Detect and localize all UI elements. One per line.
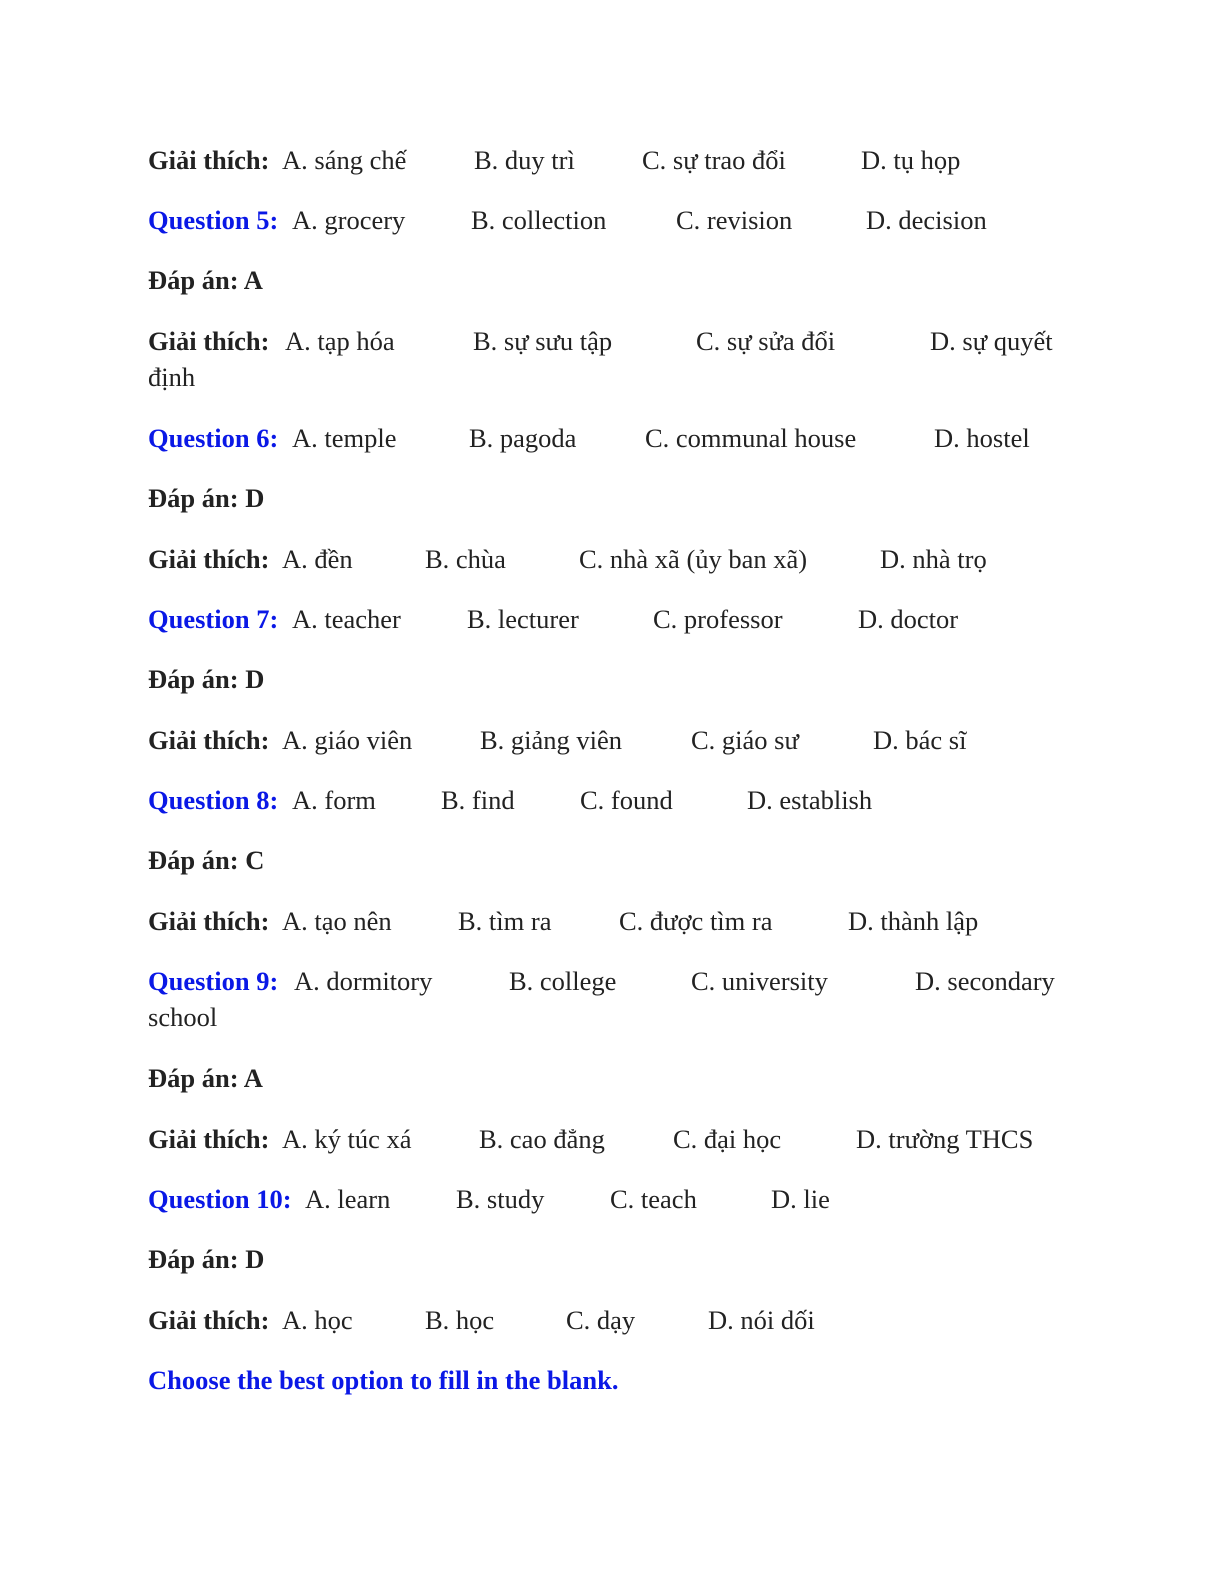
- option-a: A. ký túc xá: [282, 1124, 412, 1154]
- option-d: D. hostel: [934, 423, 1030, 453]
- explanation-label: Giải thích:: [148, 906, 270, 936]
- explanation-label: Giải thích:: [148, 1124, 270, 1154]
- explanation-label: Giải thích:: [148, 326, 270, 356]
- explanation-row: [148, 142, 961, 178]
- option-b: B. find: [441, 785, 515, 815]
- option-a: A. temple: [292, 423, 397, 453]
- option-a: A. dormitory: [294, 966, 433, 996]
- option-c: C. đại học: [673, 1124, 782, 1154]
- option-c: C. teach: [610, 1184, 697, 1214]
- option-b: B. study: [456, 1184, 545, 1214]
- option-a: A. sáng chế: [282, 145, 407, 175]
- option-d: D. sự quyết: [930, 326, 1053, 356]
- option-d: D. thành lập: [848, 906, 979, 936]
- explanation-label: Giải thích:: [148, 544, 270, 574]
- option-d: D. doctor: [858, 604, 959, 634]
- question-row: [148, 1181, 830, 1217]
- explanation-row: [148, 903, 979, 939]
- option-a: A. giáo viên: [282, 725, 413, 755]
- explanation-row: [148, 1302, 815, 1338]
- option-b: B. chùa: [425, 544, 506, 574]
- explanation-label: Giải thích:: [148, 1305, 270, 1335]
- option-b: B. collection: [471, 205, 607, 235]
- question-label: Question 7:: [148, 604, 279, 634]
- option-c: C. sự trao đổi: [642, 145, 786, 175]
- question-label: Question 5:: [148, 205, 279, 235]
- question-label: Question 9:: [148, 966, 279, 996]
- option-b: B. college: [509, 966, 617, 996]
- option-d: D. trường THCS: [856, 1124, 1034, 1154]
- question-row: [148, 601, 959, 637]
- option-a: A. đền: [282, 544, 353, 574]
- option-c: C. university: [691, 966, 828, 996]
- option-d: D. decision: [866, 205, 987, 235]
- explanation-label: Giải thích:: [148, 145, 270, 175]
- option-c: C. giáo sư: [691, 725, 799, 755]
- option-c: C. found: [580, 785, 673, 815]
- explanation-row: [148, 1121, 1034, 1157]
- question-label: Question 10:: [148, 1184, 292, 1214]
- answer-row: Đáp án: A: [148, 265, 263, 295]
- option-b: B. cao đẳng: [479, 1124, 605, 1154]
- question-row: [148, 202, 987, 238]
- question-continuation: school: [148, 1002, 218, 1032]
- option-a: A. form: [292, 785, 376, 815]
- option-b: B. pagoda: [469, 423, 577, 453]
- option-c: C. communal house: [645, 423, 857, 453]
- option-c: C. sự sửa đổi: [696, 326, 836, 356]
- explanation-label: Giải thích:: [148, 725, 270, 755]
- option-b: B. duy trì: [474, 145, 575, 175]
- option-b: B. học: [425, 1305, 495, 1335]
- option-d: D. establish: [747, 785, 873, 815]
- question-label: Question 8:: [148, 785, 279, 815]
- answer-row: Đáp án: C: [148, 845, 265, 875]
- question-label: Question 6:: [148, 423, 279, 453]
- option-a: A. grocery: [292, 205, 406, 235]
- option-a: A. tạp hóa: [285, 326, 395, 356]
- explanation-row: [148, 541, 987, 577]
- option-a: A. tạo nên: [282, 906, 392, 936]
- option-a: A. học: [282, 1305, 353, 1335]
- option-a: A. teacher: [292, 604, 401, 634]
- option-c: C. dạy: [566, 1305, 636, 1335]
- explanation-row: [148, 323, 1053, 359]
- option-d: D. tụ họp: [861, 145, 961, 175]
- option-d: D. bác sĩ: [873, 725, 967, 755]
- answer-row: Đáp án: A: [148, 1063, 263, 1093]
- question-row: [148, 420, 1030, 456]
- option-c: C. nhà xã (ủy ban xã): [579, 544, 808, 574]
- explanation-continuation: định: [148, 362, 196, 392]
- question-row: [148, 963, 1055, 999]
- explanation-row: [148, 722, 967, 758]
- question-row: [148, 782, 873, 818]
- option-d: D. nói dối: [708, 1305, 815, 1335]
- option-d: D. lie: [771, 1184, 830, 1214]
- answer-row: Đáp án: D: [148, 664, 265, 694]
- option-c: C. professor: [653, 604, 783, 634]
- answer-row: Đáp án: D: [148, 1244, 265, 1274]
- option-a: A. learn: [305, 1184, 391, 1214]
- option-b: B. tìm ra: [458, 906, 552, 936]
- answer-row: Đáp án: D: [148, 483, 265, 513]
- option-b: B. giảng viên: [480, 725, 623, 755]
- option-b: B. lecturer: [467, 604, 579, 634]
- instruction-heading: Choose the best option to fill in the blank.: [148, 1365, 619, 1395]
- option-b: B. sự sưu tập: [473, 326, 613, 356]
- option-d: D. secondary: [915, 966, 1055, 996]
- option-c: C. revision: [676, 205, 793, 235]
- option-d: D. nhà trọ: [880, 544, 987, 574]
- option-c: C. được tìm ra: [619, 906, 773, 936]
